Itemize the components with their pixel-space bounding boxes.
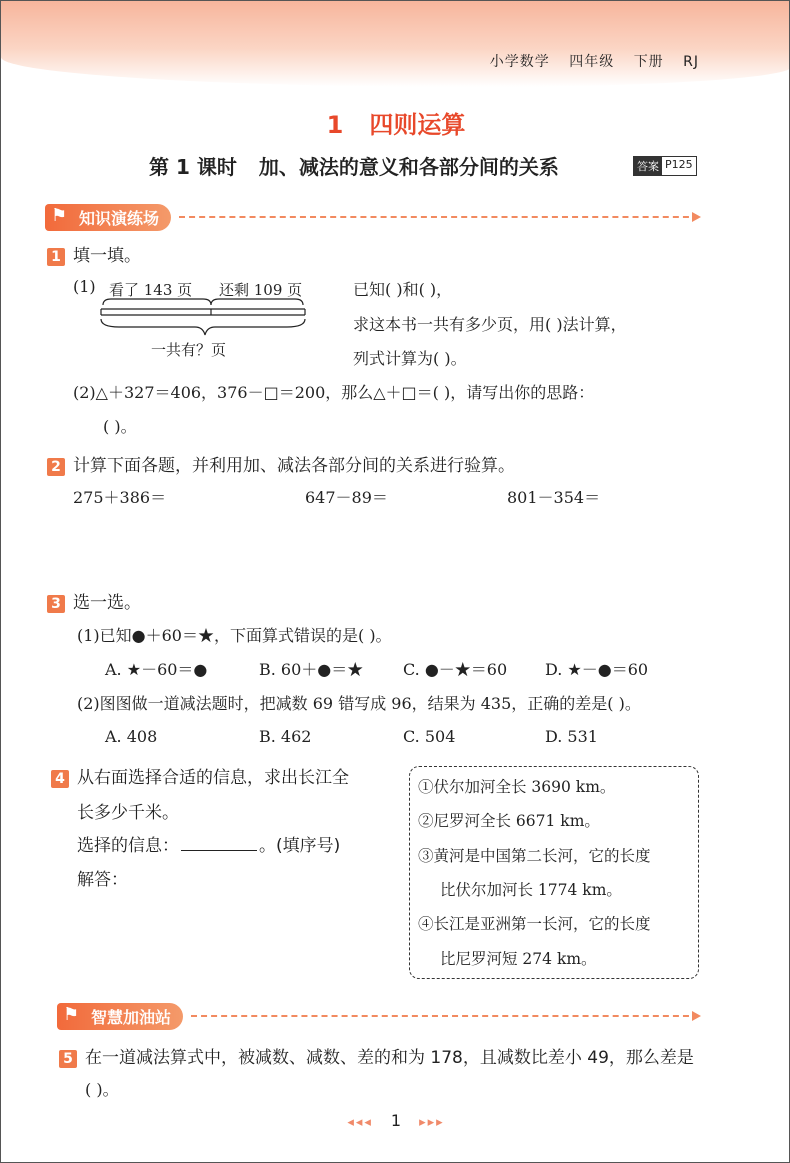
question-2-prompt: [47, 451, 515, 476]
question-text: 选一选。: [73, 593, 141, 613]
q1-part1-line2: 求这本书一共有多少页，用( )法计算，: [353, 315, 627, 334]
info-item-3-cont: 比伏尔加河长 1774 km。: [440, 881, 622, 899]
info-item-2: ②尼罗河全长 6671 km。: [418, 812, 600, 830]
select-label: 选择的信息：: [77, 836, 179, 856]
question-5-prompt: [59, 1043, 694, 1068]
page-footer: [1, 1111, 790, 1130]
section-banner-challenge: [57, 1003, 699, 1029]
lesson-label: 第 1 课时: [149, 155, 237, 179]
q3-p2-option-d: D. 531: [545, 727, 598, 746]
q2-item-3: 801－354＝: [507, 488, 601, 507]
question-text: 计算下面各题，并利用加、减法各部分间的关系进行验算。: [73, 456, 515, 476]
question-3-prompt: [47, 588, 141, 613]
page-number: 1: [390, 1111, 402, 1130]
right-arrows-icon: ▸▸▸: [419, 1115, 445, 1130]
question-4-prompt: [51, 763, 349, 788]
header-subject: 小学数学: [489, 54, 550, 70]
answer-reference: [633, 156, 697, 176]
question-text: 从右面选择合适的信息，求出长江全: [77, 768, 349, 788]
q3-p2-option-c: C. 504: [403, 727, 456, 746]
diagram-total-label: 一共有？页: [151, 341, 227, 359]
runner-icon: ⚑: [51, 204, 68, 226]
q1-part1-label: (1): [73, 277, 96, 296]
section-title: 智慧加油站: [91, 1007, 172, 1027]
diagram-read-label: 看了 143 页: [109, 281, 193, 299]
q3-p2-option-b: B. 462: [259, 727, 312, 746]
q1-part1-line1: 已知( )和( )，: [353, 280, 453, 299]
dashed-arrow-line: [179, 216, 699, 218]
q1-part2-line1: (2)△＋327＝406，376－□＝200，那么△＋□＝( )，请写出你的思路：: [73, 383, 595, 402]
line-segment-diagram: [99, 297, 309, 341]
info-item-4-cont: 比尼罗河短 274 km。: [440, 950, 597, 968]
q3-option-a: A. ★－60＝●: [105, 660, 208, 679]
q1-part2-line2: ( )。: [103, 417, 137, 436]
header-volume: 下册: [633, 54, 664, 70]
info-item-4: ④长江是亚洲第一长河，它的长度: [418, 915, 651, 933]
q3-part1: (1)已知●＋60＝★，下面算式错误的是( )。: [77, 626, 392, 645]
q3-option-b: B. 60＋●＝★: [259, 660, 364, 679]
unit-title: [1, 105, 790, 140]
runner-icon: ⚑: [63, 1003, 80, 1025]
q3-p2-option-a: A. 408: [105, 727, 158, 746]
q2-item-2: 647－89＝: [305, 488, 388, 507]
q2-item-1: 275＋386＝: [73, 488, 167, 507]
header-info: [476, 51, 699, 71]
q3-option-c: C. ●－★＝60: [403, 660, 508, 679]
header-edition: RJ: [683, 54, 699, 70]
answer-blank[interactable]: [181, 836, 257, 851]
question-number: 5: [59, 1050, 77, 1068]
question-4-prompt-line2: 长多少千米。: [77, 803, 179, 823]
q3-part2: (2)图图做一道减法题时，把减数 69 错写成 96，结果为 435，正确的差是( )。: [77, 694, 641, 713]
question-number: 2: [47, 458, 65, 476]
left-arrows-icon: ◂◂◂: [347, 1115, 373, 1130]
answer-page: P125: [665, 158, 693, 171]
q4-answer-label: 解答：: [77, 870, 128, 890]
section-title-pill: [57, 1003, 183, 1030]
dashed-arrow-line: [191, 1015, 699, 1017]
lesson-name: 加、减法的意义和各部分间的关系: [258, 155, 559, 179]
question-text: 填一填。: [73, 246, 141, 266]
select-hint: 。(填序号): [259, 836, 341, 856]
section-title-pill: [45, 204, 171, 231]
question-text: 在一道减法算式中，被减数、减数、差的和为 178，且减数比差小 49，那么差是: [85, 1048, 694, 1068]
question-number: 4: [51, 770, 69, 788]
lesson-title: [149, 151, 559, 180]
unit-number: 1: [326, 111, 344, 139]
q1-part1-line3: 列式计算为( )。: [353, 349, 467, 368]
section-banner-practice: [45, 204, 699, 230]
diagram-remaining-label: 还剩 109 页: [219, 281, 303, 299]
q3-option-d: D. ★－●＝60: [545, 660, 649, 679]
section-title: 知识演练场: [79, 208, 160, 228]
header-band: [1, 1, 790, 87]
question-5-blank: ( )。: [85, 1080, 119, 1099]
unit-name: 四则运算: [369, 111, 466, 139]
question-number: 3: [47, 595, 65, 613]
info-item-3: ③黄河是中国第二长河，它的长度: [418, 847, 651, 865]
question-number: 1: [47, 248, 65, 266]
question-1-prompt: [47, 241, 141, 266]
info-item-1: ①伏尔加河全长 3690 km。: [418, 778, 616, 796]
q4-select-row: [77, 831, 340, 856]
answer-tag: 答案: [634, 157, 662, 175]
header-grade: 四年级: [569, 54, 615, 70]
info-box: [409, 766, 699, 979]
